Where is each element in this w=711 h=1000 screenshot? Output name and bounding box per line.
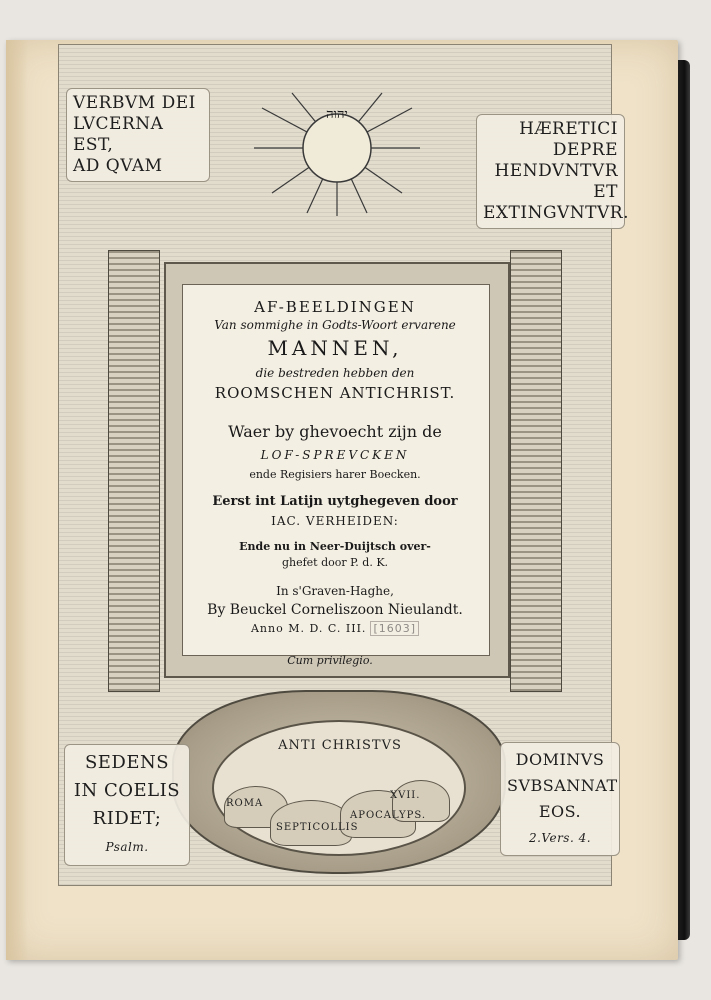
author-line: IAC. VERHEIDEN: — [271, 514, 399, 528]
corner-line: RIDET; — [92, 808, 162, 829]
imprint-year — [182, 622, 488, 635]
title-line: AF-BEELDINGEN — [254, 298, 416, 316]
apocalyps-label: APOCALYPS. — [350, 810, 427, 821]
corner-line: HÆRETICI DEPRE — [519, 119, 618, 160]
sun-text: יהוה — [326, 107, 348, 122]
corner-line: HENDVNTVR ET — [494, 161, 618, 202]
imprint-printer: By Beuckel Cornelisz​oon Nieulandt. — [207, 602, 463, 618]
corner-text-bottom-right — [500, 742, 620, 856]
corner-line: Psalm. — [105, 840, 149, 854]
title-main: MANNEN, — [267, 336, 403, 360]
title-line: ROOMSCHEN ANTICHRIST. — [214, 384, 456, 402]
year-text: Anno M. D. C. III. — [250, 622, 367, 635]
corner-line: VERBVM DEI — [73, 93, 196, 113]
septicollis-label: SEPTICOLLIS — [276, 822, 359, 833]
title-line: die bestreden hebben den — [255, 366, 415, 380]
corner-line: EXTINGVNTVR. — [483, 203, 629, 223]
title-line: ghefet door P. d. K. — [281, 556, 389, 569]
page-gutter-shadow — [6, 40, 28, 960]
corner-text-top-right — [476, 114, 629, 229]
corner-line: AD QVAM — [73, 156, 163, 176]
corner-line: SVBSANNAT — [507, 776, 618, 795]
corner-line: EOS. — [538, 802, 582, 821]
book-binding — [676, 60, 690, 940]
sun-emblem-icon — [252, 88, 422, 218]
imprint-place: In s'Graven-Haghe, — [276, 584, 394, 598]
privilegio-label: Cum privilegio. — [287, 654, 373, 667]
title-line: LOF-SPREVCKEN — [260, 448, 410, 462]
antichrist-label: ANTI CHRISTVS — [278, 738, 402, 753]
title-line: Ende nu in Neer-Duijtsch over- — [239, 540, 431, 553]
corner-text-bottom-left — [64, 744, 190, 866]
title-line: Van sommighe in Godts-Woort ervarene — [214, 318, 456, 332]
corner-line: SEDENS — [84, 752, 170, 773]
left-pillar — [108, 250, 160, 692]
roma-label: ROMA — [226, 798, 264, 809]
corner-line: DOMINVS — [515, 750, 605, 769]
right-pillar — [510, 250, 562, 692]
title-line: Eerst int Latijn uytghegeven door — [212, 494, 458, 509]
corner-line: IN COELIS — [73, 780, 181, 801]
corner-line: LVCERNA EST, — [73, 114, 164, 155]
corner-text-top-left — [66, 88, 210, 182]
title-line: Waer by ghevoecht zijn de — [228, 422, 442, 441]
xvii-label: XVII. — [390, 790, 421, 801]
title-line: ende Regisiers harer Boecken. — [249, 468, 421, 481]
pencil-note: [1603] — [370, 621, 419, 636]
corner-line: 2.Vers. 4. — [528, 831, 592, 845]
